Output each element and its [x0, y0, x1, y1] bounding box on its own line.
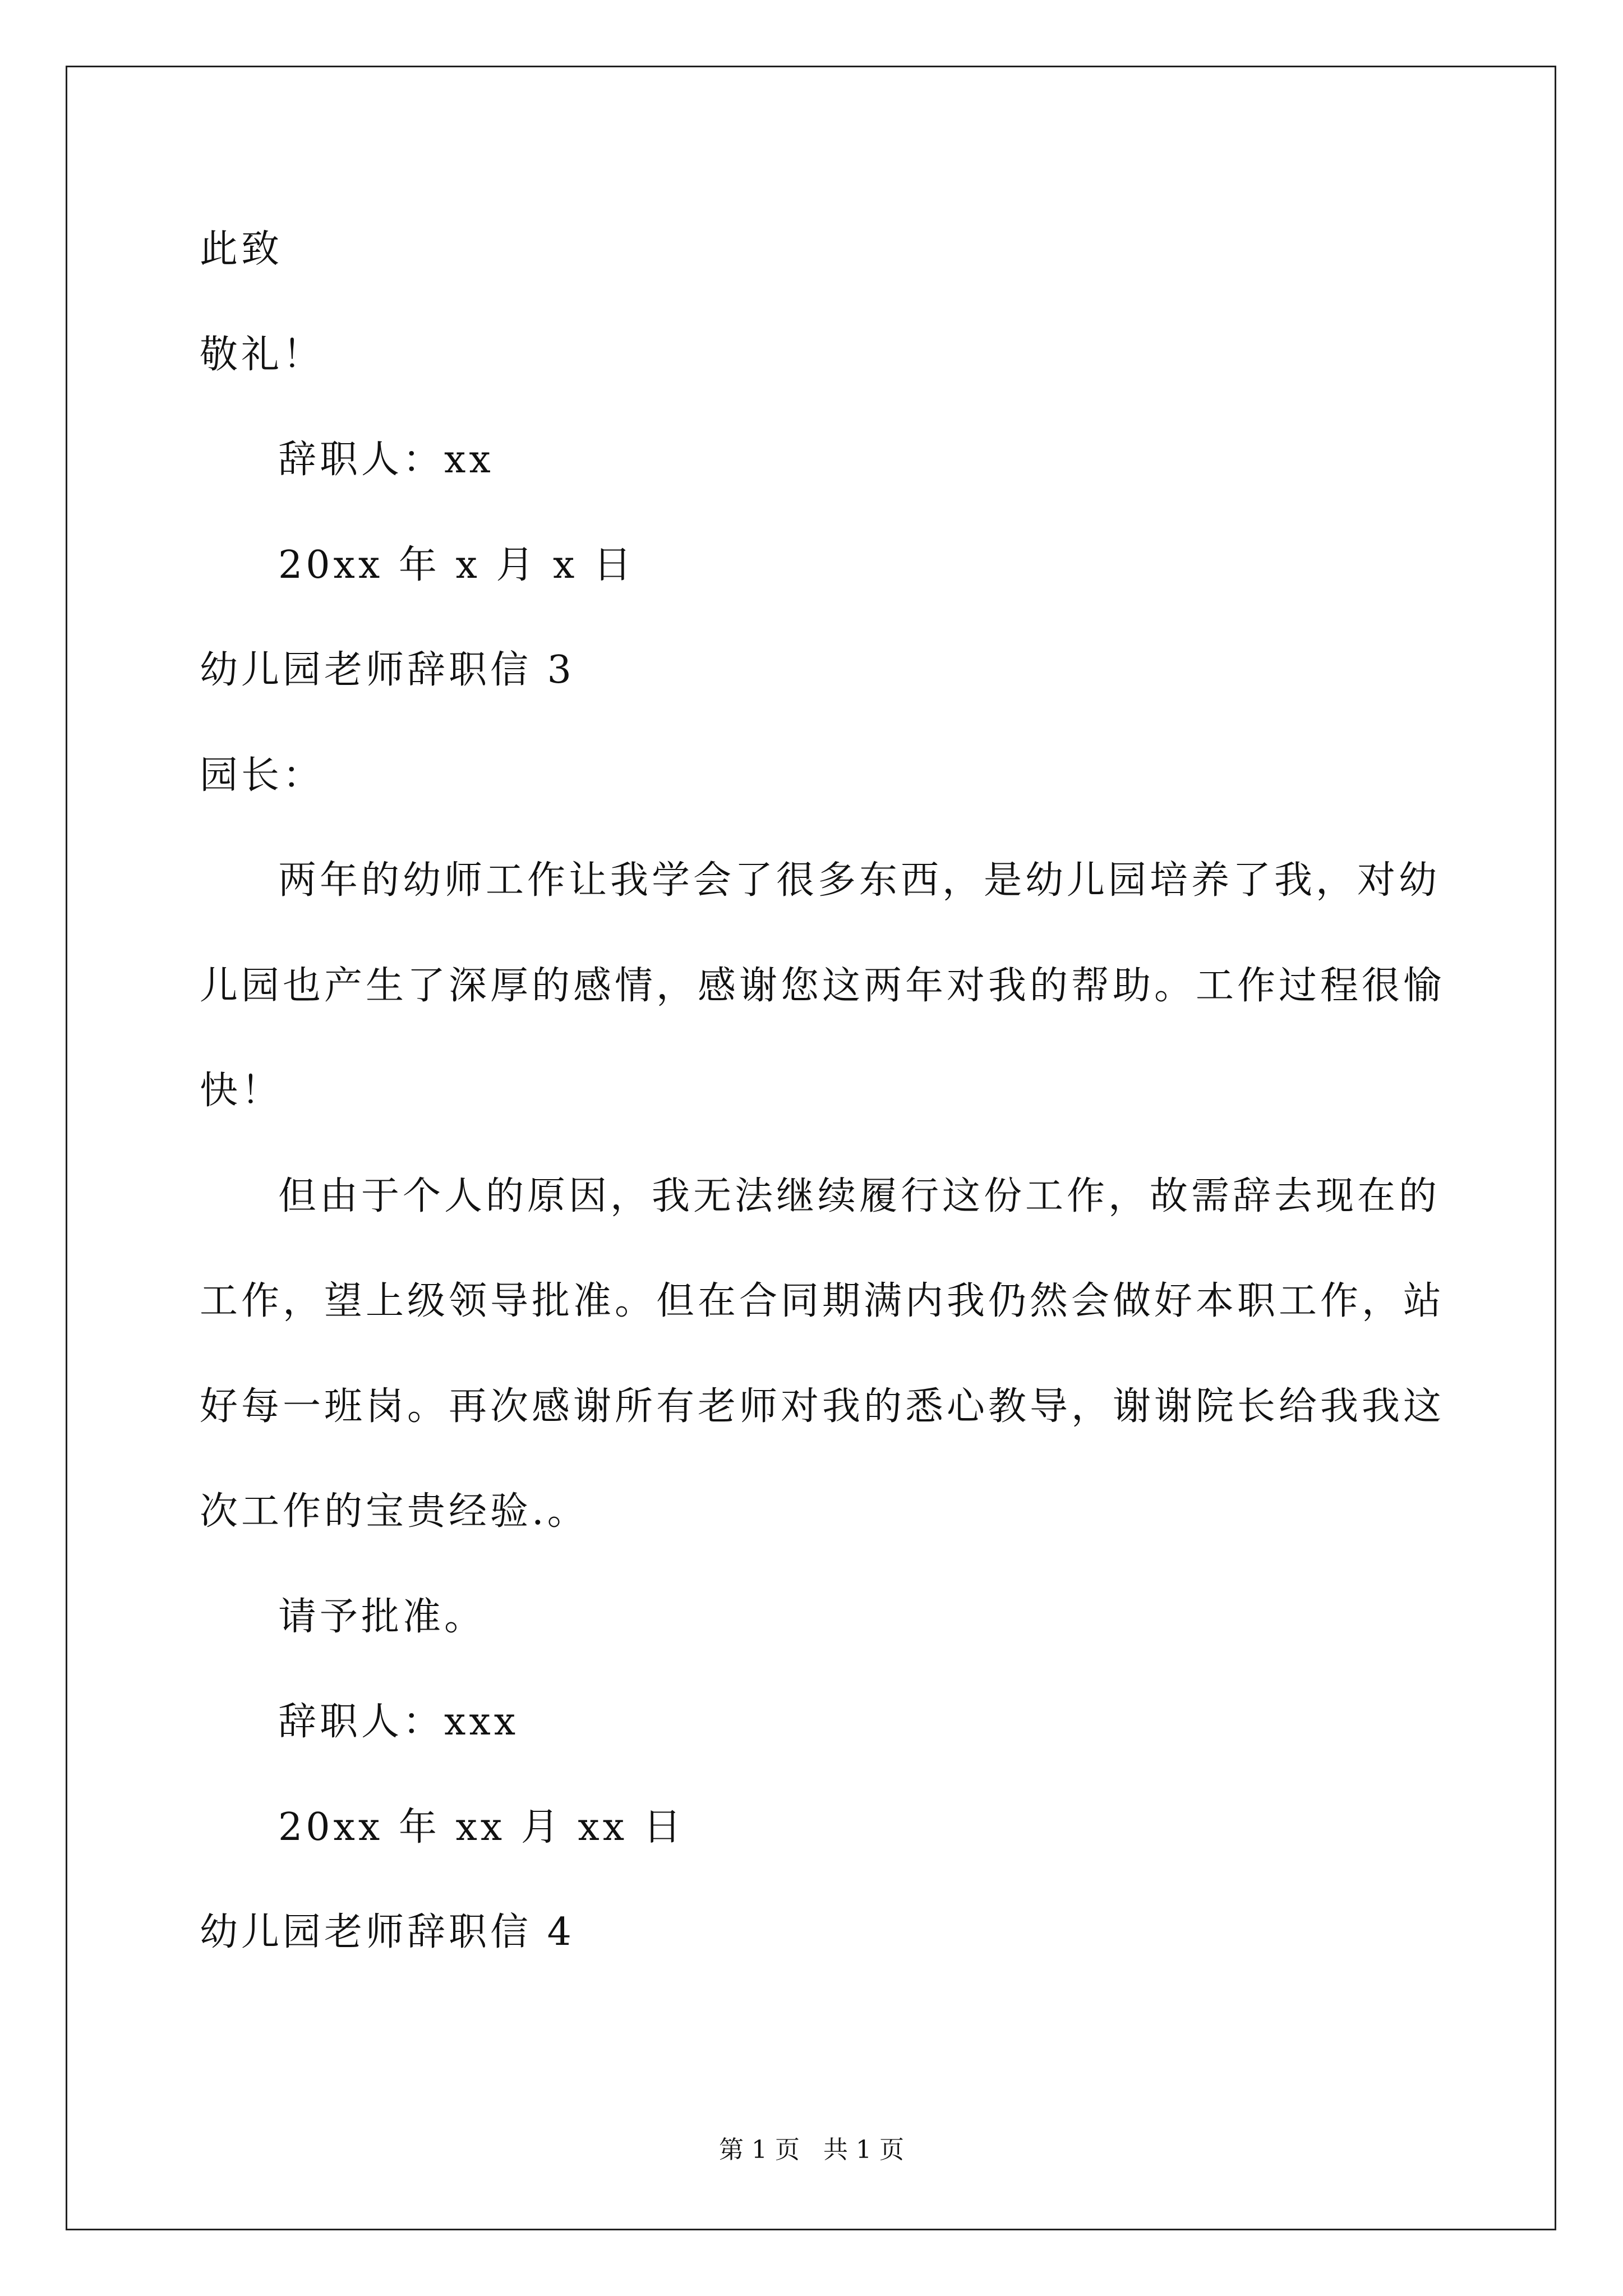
- letter3-signer: 辞职人：xxx: [278, 1700, 519, 1744]
- letter3-paragraph2-line4: 次工作的宝贵经验.。: [200, 1489, 589, 1534]
- salutation-end-text: 敬礼！: [200, 333, 325, 377]
- closing-text: 此致: [200, 227, 283, 272]
- letter3-date: 20xx 年 xx 月 xx 日: [278, 1805, 685, 1849]
- letter3-addressee: 园长：: [200, 753, 325, 798]
- page-border: [66, 66, 1556, 2230]
- letter3-paragraph1-line1: 两年的幼师工作让我学会了很多东西，是幼儿园培养了我，对幼: [278, 858, 1441, 903]
- letter3-paragraph2-line1: 但由于个人的原因，我无法继续履行这份工作，故需辞去现在的: [278, 1174, 1441, 1218]
- date-line: 20xx 年 x 月 x 日: [278, 543, 635, 587]
- signer-line: 辞职人：xx: [278, 438, 494, 482]
- letter3-paragraph2-line2: 工作，望上级领导批准。但在合同期满内我仍然会做好本职工作，站: [200, 1279, 1445, 1323]
- letter3-paragraph1-line2: 儿园也产生了深厚的感情，感谢您这两年对我的帮助。工作过程很愉: [200, 964, 1445, 1008]
- page-number-footer: 第 1 页 共 1 页: [719, 2136, 904, 2164]
- letter3-title: 幼儿园老师辞职信 3: [200, 648, 575, 692]
- letter4-title: 幼儿园老师辞职信 4: [200, 1910, 575, 1954]
- letter3-paragraph2-line3: 好每一班岗。再次感谢所有老师对我的悉心教导，谢谢院长给我我这: [200, 1384, 1445, 1429]
- letter3-request: 请予批准。: [278, 1595, 486, 1639]
- letter3-paragraph1-line3: 快！: [200, 1069, 283, 1113]
